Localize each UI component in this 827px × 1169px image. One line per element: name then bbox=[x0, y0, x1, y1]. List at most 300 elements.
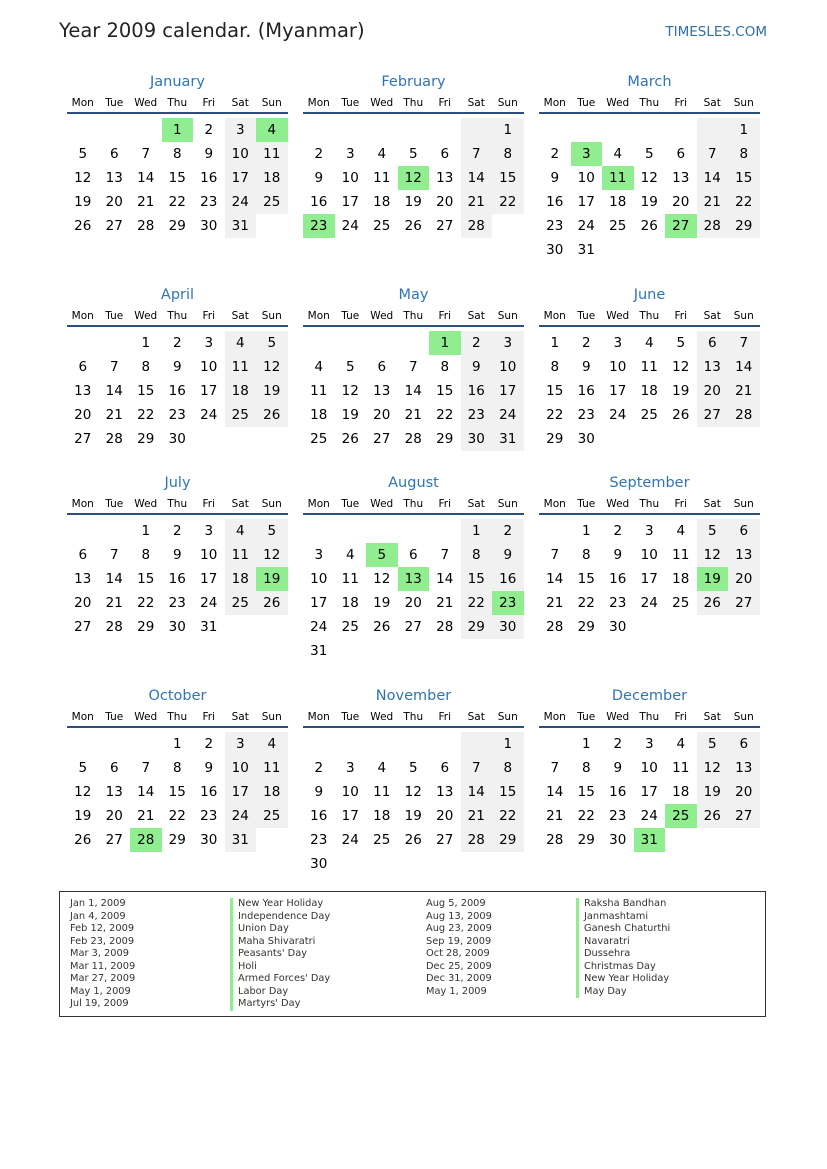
day-cell[interactable]: 5 bbox=[697, 519, 729, 543]
day-cell[interactable]: 28 bbox=[546, 619, 564, 635]
day-cell[interactable]: 31 bbox=[577, 242, 595, 258]
day-cell[interactable]: 11 bbox=[640, 359, 658, 375]
day-cell[interactable]: 25 bbox=[310, 431, 328, 447]
day-cell[interactable]: 21 bbox=[728, 379, 760, 403]
day-cell[interactable]: 16 bbox=[168, 571, 186, 587]
holiday-day[interactable]: 1 bbox=[162, 118, 194, 142]
day-cell[interactable]: 1 bbox=[492, 118, 524, 142]
holiday-day[interactable]: 4 bbox=[256, 118, 288, 142]
day-cell[interactable]: 23 bbox=[168, 407, 186, 423]
day-cell[interactable]: 2 bbox=[204, 736, 214, 752]
day-cell[interactable]: 25 bbox=[609, 218, 627, 234]
day-cell[interactable]: 12 bbox=[404, 784, 422, 800]
day-cell[interactable]: 6 bbox=[697, 331, 729, 355]
day-cell[interactable]: 9 bbox=[172, 547, 182, 563]
day-cell[interactable]: 31 bbox=[310, 643, 328, 659]
day-cell[interactable]: 24 bbox=[577, 218, 595, 234]
day-cell[interactable]: 15 bbox=[492, 166, 524, 190]
day-cell[interactable]: 8 bbox=[581, 760, 591, 776]
day-cell[interactable]: 18 bbox=[256, 780, 288, 804]
day-cell[interactable]: 20 bbox=[404, 595, 422, 611]
day-cell[interactable]: 25 bbox=[373, 832, 391, 848]
day-cell[interactable]: 30 bbox=[168, 619, 186, 635]
day-cell[interactable]: 18 bbox=[256, 166, 288, 190]
day-cell[interactable]: 24 bbox=[341, 832, 359, 848]
day-cell[interactable]: 9 bbox=[613, 760, 623, 776]
day-cell[interactable]: 12 bbox=[373, 571, 391, 587]
day-cell[interactable]: 23 bbox=[200, 808, 218, 824]
day-cell[interactable]: 2 bbox=[550, 146, 560, 162]
day-cell[interactable]: 26 bbox=[697, 804, 729, 828]
day-cell[interactable]: 5 bbox=[676, 335, 686, 351]
day-cell[interactable]: 29 bbox=[436, 431, 454, 447]
day-cell[interactable]: 13 bbox=[74, 383, 92, 399]
day-cell[interactable]: 2 bbox=[172, 335, 182, 351]
day-cell[interactable]: 22 bbox=[168, 808, 186, 824]
holiday-day[interactable]: 19 bbox=[256, 567, 288, 591]
day-cell[interactable]: 26 bbox=[74, 832, 92, 848]
day-cell[interactable]: 24 bbox=[492, 403, 524, 427]
day-cell[interactable]: 16 bbox=[200, 784, 218, 800]
day-cell[interactable]: 19 bbox=[74, 194, 92, 210]
day-cell[interactable]: 20 bbox=[436, 808, 454, 824]
day-cell[interactable]: 13 bbox=[728, 756, 760, 780]
day-cell[interactable]: 14 bbox=[728, 355, 760, 379]
day-cell[interactable]: 28 bbox=[436, 619, 454, 635]
day-cell[interactable]: 13 bbox=[373, 383, 391, 399]
day-cell[interactable]: 25 bbox=[225, 591, 257, 615]
day-cell[interactable]: 17 bbox=[225, 780, 257, 804]
day-cell[interactable]: 26 bbox=[697, 591, 729, 615]
day-cell[interactable]: 7 bbox=[440, 547, 450, 563]
holiday-day[interactable]: 3 bbox=[571, 142, 603, 166]
day-cell[interactable]: 8 bbox=[440, 359, 450, 375]
day-cell[interactable]: 26 bbox=[256, 403, 288, 427]
day-cell[interactable]: 14 bbox=[546, 571, 564, 587]
day-cell[interactable]: 19 bbox=[256, 379, 288, 403]
day-cell[interactable]: 19 bbox=[404, 194, 422, 210]
day-cell[interactable]: 29 bbox=[728, 214, 760, 238]
day-cell[interactable]: 14 bbox=[546, 784, 564, 800]
day-cell[interactable]: 7 bbox=[109, 359, 119, 375]
day-cell[interactable]: 27 bbox=[105, 218, 123, 234]
day-cell[interactable]: 13 bbox=[436, 784, 454, 800]
day-cell[interactable]: 30 bbox=[200, 832, 218, 848]
day-cell[interactable]: 23 bbox=[310, 832, 328, 848]
day-cell[interactable]: 12 bbox=[697, 543, 729, 567]
day-cell[interactable]: 28 bbox=[461, 214, 493, 238]
day-cell[interactable]: 20 bbox=[105, 808, 123, 824]
day-cell[interactable]: 2 bbox=[314, 760, 324, 776]
day-cell[interactable]: 30 bbox=[577, 431, 595, 447]
day-cell[interactable]: 30 bbox=[461, 427, 493, 451]
day-cell[interactable]: 27 bbox=[728, 591, 760, 615]
day-cell[interactable]: 26 bbox=[74, 218, 92, 234]
day-cell[interactable]: 31 bbox=[492, 427, 524, 451]
day-cell[interactable]: 19 bbox=[341, 407, 359, 423]
day-cell[interactable]: 30 bbox=[492, 615, 524, 639]
day-cell[interactable]: 17 bbox=[310, 595, 328, 611]
day-cell[interactable]: 8 bbox=[550, 359, 560, 375]
day-cell[interactable]: 5 bbox=[408, 146, 418, 162]
day-cell[interactable]: 25 bbox=[256, 190, 288, 214]
holiday-day[interactable]: 11 bbox=[602, 166, 634, 190]
day-cell[interactable]: 4 bbox=[676, 736, 686, 752]
day-cell[interactable]: 20 bbox=[74, 595, 92, 611]
day-cell[interactable]: 14 bbox=[436, 571, 454, 587]
day-cell[interactable]: 6 bbox=[440, 146, 450, 162]
day-cell[interactable]: 1 bbox=[581, 736, 591, 752]
day-cell[interactable]: 5 bbox=[78, 146, 88, 162]
day-cell[interactable]: 24 bbox=[225, 190, 257, 214]
day-cell[interactable]: 12 bbox=[256, 355, 288, 379]
day-cell[interactable]: 11 bbox=[672, 547, 690, 563]
day-cell[interactable]: 7 bbox=[461, 142, 493, 166]
day-cell[interactable]: 11 bbox=[310, 383, 328, 399]
day-cell[interactable]: 14 bbox=[461, 166, 493, 190]
day-cell[interactable]: 15 bbox=[137, 571, 155, 587]
day-cell[interactable]: 10 bbox=[492, 355, 524, 379]
day-cell[interactable]: 17 bbox=[341, 808, 359, 824]
day-cell[interactable]: 28 bbox=[105, 431, 123, 447]
day-cell[interactable]: 1 bbox=[172, 736, 182, 752]
day-cell[interactable]: 15 bbox=[577, 571, 595, 587]
day-cell[interactable]: 14 bbox=[137, 170, 155, 186]
day-cell[interactable]: 21 bbox=[105, 595, 123, 611]
day-cell[interactable]: 5 bbox=[644, 146, 654, 162]
day-cell[interactable]: 1 bbox=[581, 523, 591, 539]
day-cell[interactable]: 2 bbox=[461, 331, 493, 355]
day-cell[interactable]: 25 bbox=[341, 619, 359, 635]
day-cell[interactable]: 11 bbox=[225, 543, 257, 567]
day-cell[interactable]: 8 bbox=[728, 142, 760, 166]
day-cell[interactable]: 13 bbox=[672, 170, 690, 186]
day-cell[interactable]: 22 bbox=[577, 808, 595, 824]
day-cell[interactable]: 11 bbox=[341, 571, 359, 587]
day-cell[interactable]: 23 bbox=[609, 595, 627, 611]
day-cell[interactable]: 7 bbox=[697, 142, 729, 166]
day-cell[interactable]: 3 bbox=[314, 547, 324, 563]
holiday-day[interactable]: 19 bbox=[697, 567, 729, 591]
day-cell[interactable]: 21 bbox=[105, 407, 123, 423]
day-cell[interactable]: 6 bbox=[78, 359, 88, 375]
day-cell[interactable]: 9 bbox=[172, 359, 182, 375]
day-cell[interactable]: 25 bbox=[373, 218, 391, 234]
day-cell[interactable]: 28 bbox=[546, 832, 564, 848]
holiday-day[interactable]: 13 bbox=[398, 567, 430, 591]
day-cell[interactable]: 1 bbox=[141, 523, 151, 539]
day-cell[interactable]: 8 bbox=[172, 146, 182, 162]
day-cell[interactable]: 14 bbox=[404, 383, 422, 399]
day-cell[interactable]: 29 bbox=[577, 832, 595, 848]
day-cell[interactable]: 19 bbox=[697, 780, 729, 804]
day-cell[interactable]: 21 bbox=[697, 190, 729, 214]
day-cell[interactable]: 1 bbox=[461, 519, 493, 543]
day-cell[interactable]: 1 bbox=[728, 118, 760, 142]
day-cell[interactable]: 18 bbox=[609, 194, 627, 210]
day-cell[interactable]: 30 bbox=[310, 856, 328, 872]
day-cell[interactable]: 18 bbox=[225, 379, 257, 403]
day-cell[interactable]: 29 bbox=[168, 832, 186, 848]
day-cell[interactable]: 9 bbox=[204, 146, 214, 162]
day-cell[interactable]: 16 bbox=[609, 571, 627, 587]
day-cell[interactable]: 16 bbox=[577, 383, 595, 399]
day-cell[interactable]: 21 bbox=[404, 407, 422, 423]
day-cell[interactable]: 21 bbox=[461, 190, 493, 214]
day-cell[interactable]: 1 bbox=[550, 335, 560, 351]
day-cell[interactable]: 9 bbox=[204, 760, 214, 776]
day-cell[interactable]: 7 bbox=[109, 547, 119, 563]
day-cell[interactable]: 7 bbox=[141, 760, 151, 776]
day-cell[interactable]: 17 bbox=[492, 379, 524, 403]
day-cell[interactable]: 24 bbox=[225, 804, 257, 828]
day-cell[interactable]: 18 bbox=[373, 194, 391, 210]
day-cell[interactable]: 17 bbox=[225, 166, 257, 190]
day-cell[interactable]: 24 bbox=[310, 619, 328, 635]
holiday-day[interactable]: 23 bbox=[492, 591, 524, 615]
day-cell[interactable]: 19 bbox=[373, 595, 391, 611]
day-cell[interactable]: 15 bbox=[461, 567, 493, 591]
day-cell[interactable]: 13 bbox=[728, 543, 760, 567]
day-cell[interactable]: 26 bbox=[256, 591, 288, 615]
day-cell[interactable]: 15 bbox=[137, 383, 155, 399]
day-cell[interactable]: 30 bbox=[609, 619, 627, 635]
day-cell[interactable]: 9 bbox=[314, 784, 324, 800]
day-cell[interactable]: 9 bbox=[613, 547, 623, 563]
day-cell[interactable]: 21 bbox=[546, 595, 564, 611]
day-cell[interactable]: 29 bbox=[137, 431, 155, 447]
day-cell[interactable]: 26 bbox=[373, 619, 391, 635]
day-cell[interactable]: 17 bbox=[640, 784, 658, 800]
day-cell[interactable]: 1 bbox=[492, 732, 524, 756]
day-cell[interactable]: 20 bbox=[672, 194, 690, 210]
day-cell[interactable]: 10 bbox=[341, 784, 359, 800]
day-cell[interactable]: 3 bbox=[613, 335, 623, 351]
day-cell[interactable]: 2 bbox=[492, 519, 524, 543]
day-cell[interactable]: 25 bbox=[256, 804, 288, 828]
day-cell[interactable]: 21 bbox=[461, 804, 493, 828]
day-cell[interactable]: 10 bbox=[341, 170, 359, 186]
day-cell[interactable]: 11 bbox=[256, 142, 288, 166]
day-cell[interactable]: 28 bbox=[697, 214, 729, 238]
day-cell[interactable]: 22 bbox=[461, 591, 493, 615]
day-cell[interactable]: 29 bbox=[168, 218, 186, 234]
day-cell[interactable]: 18 bbox=[672, 571, 690, 587]
day-cell[interactable]: 22 bbox=[728, 190, 760, 214]
day-cell[interactable]: 11 bbox=[225, 355, 257, 379]
day-cell[interactable]: 3 bbox=[492, 331, 524, 355]
day-cell[interactable]: 18 bbox=[640, 383, 658, 399]
day-cell[interactable]: 12 bbox=[74, 170, 92, 186]
day-cell[interactable]: 8 bbox=[492, 142, 524, 166]
day-cell[interactable]: 4 bbox=[676, 523, 686, 539]
day-cell[interactable]: 31 bbox=[225, 828, 257, 852]
day-cell[interactable]: 17 bbox=[341, 194, 359, 210]
day-cell[interactable]: 25 bbox=[640, 407, 658, 423]
day-cell[interactable]: 9 bbox=[492, 543, 524, 567]
day-cell[interactable]: 20 bbox=[728, 567, 760, 591]
day-cell[interactable]: 28 bbox=[137, 218, 155, 234]
day-cell[interactable]: 29 bbox=[546, 431, 564, 447]
day-cell[interactable]: 10 bbox=[640, 760, 658, 776]
day-cell[interactable]: 2 bbox=[581, 335, 591, 351]
day-cell[interactable]: 8 bbox=[141, 359, 151, 375]
day-cell[interactable]: 22 bbox=[546, 407, 564, 423]
day-cell[interactable]: 4 bbox=[225, 519, 257, 543]
day-cell[interactable]: 3 bbox=[204, 523, 214, 539]
day-cell[interactable]: 31 bbox=[225, 214, 257, 238]
day-cell[interactable]: 18 bbox=[373, 808, 391, 824]
day-cell[interactable]: 16 bbox=[492, 567, 524, 591]
day-cell[interactable]: 20 bbox=[436, 194, 454, 210]
day-cell[interactable]: 8 bbox=[461, 543, 493, 567]
day-cell[interactable]: 20 bbox=[697, 379, 729, 403]
day-cell[interactable]: 9 bbox=[314, 170, 324, 186]
day-cell[interactable]: 10 bbox=[640, 547, 658, 563]
day-cell[interactable]: 16 bbox=[609, 784, 627, 800]
day-cell[interactable]: 16 bbox=[200, 170, 218, 186]
day-cell[interactable]: 19 bbox=[404, 808, 422, 824]
day-cell[interactable]: 12 bbox=[74, 784, 92, 800]
day-cell[interactable]: 10 bbox=[200, 359, 218, 375]
day-cell[interactable]: 5 bbox=[78, 760, 88, 776]
day-cell[interactable]: 7 bbox=[728, 331, 760, 355]
day-cell[interactable]: 27 bbox=[404, 619, 422, 635]
day-cell[interactable]: 7 bbox=[461, 756, 493, 780]
day-cell[interactable]: 24 bbox=[200, 407, 218, 423]
day-cell[interactable]: 23 bbox=[168, 595, 186, 611]
day-cell[interactable]: 6 bbox=[676, 146, 686, 162]
day-cell[interactable]: 27 bbox=[436, 218, 454, 234]
day-cell[interactable]: 30 bbox=[609, 832, 627, 848]
day-cell[interactable]: 11 bbox=[373, 784, 391, 800]
day-cell[interactable]: 6 bbox=[728, 519, 760, 543]
day-cell[interactable]: 27 bbox=[105, 832, 123, 848]
day-cell[interactable]: 8 bbox=[492, 756, 524, 780]
day-cell[interactable]: 3 bbox=[345, 760, 355, 776]
day-cell[interactable]: 13 bbox=[436, 170, 454, 186]
day-cell[interactable]: 3 bbox=[644, 523, 654, 539]
day-cell[interactable]: 4 bbox=[256, 732, 288, 756]
day-cell[interactable]: 29 bbox=[461, 615, 493, 639]
day-cell[interactable]: 3 bbox=[225, 118, 257, 142]
day-cell[interactable]: 13 bbox=[105, 170, 123, 186]
day-cell[interactable]: 3 bbox=[644, 736, 654, 752]
day-cell[interactable]: 7 bbox=[141, 146, 151, 162]
holiday-day[interactable]: 28 bbox=[130, 828, 162, 852]
day-cell[interactable]: 6 bbox=[78, 547, 88, 563]
day-cell[interactable]: 25 bbox=[672, 595, 690, 611]
day-cell[interactable]: 4 bbox=[314, 359, 324, 375]
holiday-day[interactable]: 12 bbox=[398, 166, 430, 190]
day-cell[interactable]: 4 bbox=[377, 146, 387, 162]
day-cell[interactable]: 5 bbox=[256, 331, 288, 355]
day-cell[interactable]: 23 bbox=[609, 808, 627, 824]
day-cell[interactable]: 14 bbox=[137, 784, 155, 800]
day-cell[interactable]: 8 bbox=[172, 760, 182, 776]
day-cell[interactable]: 3 bbox=[204, 335, 214, 351]
day-cell[interactable]: 8 bbox=[581, 547, 591, 563]
holiday-day[interactable]: 1 bbox=[429, 331, 461, 355]
day-cell[interactable]: 2 bbox=[172, 523, 182, 539]
day-cell[interactable]: 12 bbox=[341, 383, 359, 399]
day-cell[interactable]: 18 bbox=[672, 784, 690, 800]
day-cell[interactable]: 10 bbox=[310, 571, 328, 587]
day-cell[interactable]: 24 bbox=[640, 808, 658, 824]
day-cell[interactable]: 10 bbox=[200, 547, 218, 563]
day-cell[interactable]: 26 bbox=[404, 832, 422, 848]
day-cell[interactable]: 14 bbox=[697, 166, 729, 190]
day-cell[interactable]: 6 bbox=[109, 760, 119, 776]
holiday-day[interactable]: 31 bbox=[634, 828, 666, 852]
day-cell[interactable]: 21 bbox=[137, 808, 155, 824]
day-cell[interactable]: 10 bbox=[577, 170, 595, 186]
day-cell[interactable]: 22 bbox=[492, 190, 524, 214]
day-cell[interactable]: 17 bbox=[200, 571, 218, 587]
day-cell[interactable]: 14 bbox=[105, 571, 123, 587]
day-cell[interactable]: 24 bbox=[341, 218, 359, 234]
day-cell[interactable]: 27 bbox=[436, 832, 454, 848]
day-cell[interactable]: 3 bbox=[345, 146, 355, 162]
day-cell[interactable]: 2 bbox=[613, 523, 623, 539]
day-cell[interactable]: 6 bbox=[728, 732, 760, 756]
day-cell[interactable]: 9 bbox=[461, 355, 493, 379]
day-cell[interactable]: 6 bbox=[377, 359, 387, 375]
day-cell[interactable]: 22 bbox=[137, 407, 155, 423]
holiday-day[interactable]: 25 bbox=[665, 804, 697, 828]
day-cell[interactable]: 4 bbox=[644, 335, 654, 351]
day-cell[interactable]: 2 bbox=[613, 736, 623, 752]
day-cell[interactable]: 23 bbox=[577, 407, 595, 423]
day-cell[interactable]: 12 bbox=[697, 756, 729, 780]
day-cell[interactable]: 26 bbox=[672, 407, 690, 423]
day-cell[interactable]: 17 bbox=[609, 383, 627, 399]
day-cell[interactable]: 16 bbox=[310, 808, 328, 824]
day-cell[interactable]: 18 bbox=[310, 407, 328, 423]
holiday-day[interactable]: 5 bbox=[366, 543, 398, 567]
day-cell[interactable]: 14 bbox=[461, 780, 493, 804]
day-cell[interactable]: 24 bbox=[640, 595, 658, 611]
day-cell[interactable]: 27 bbox=[74, 619, 92, 635]
day-cell[interactable]: 16 bbox=[168, 383, 186, 399]
day-cell[interactable]: 20 bbox=[105, 194, 123, 210]
day-cell[interactable]: 24 bbox=[609, 407, 627, 423]
day-cell[interactable]: 5 bbox=[256, 519, 288, 543]
day-cell[interactable]: 20 bbox=[373, 407, 391, 423]
day-cell[interactable]: 15 bbox=[728, 166, 760, 190]
day-cell[interactable]: 6 bbox=[109, 146, 119, 162]
day-cell[interactable]: 15 bbox=[436, 383, 454, 399]
day-cell[interactable]: 27 bbox=[697, 403, 729, 427]
day-cell[interactable]: 20 bbox=[74, 407, 92, 423]
day-cell[interactable]: 4 bbox=[613, 146, 623, 162]
day-cell[interactable]: 13 bbox=[74, 571, 92, 587]
day-cell[interactable]: 1 bbox=[141, 335, 151, 351]
day-cell[interactable]: 26 bbox=[640, 218, 658, 234]
day-cell[interactable]: 5 bbox=[408, 760, 418, 776]
day-cell[interactable]: 9 bbox=[581, 359, 591, 375]
day-cell[interactable]: 8 bbox=[141, 547, 151, 563]
day-cell[interactable]: 21 bbox=[436, 595, 454, 611]
day-cell[interactable]: 19 bbox=[672, 383, 690, 399]
day-cell[interactable]: 7 bbox=[408, 359, 418, 375]
day-cell[interactable]: 27 bbox=[373, 431, 391, 447]
day-cell[interactable]: 19 bbox=[74, 808, 92, 824]
day-cell[interactable]: 16 bbox=[310, 194, 328, 210]
day-cell[interactable]: 4 bbox=[345, 547, 355, 563]
day-cell[interactable]: 14 bbox=[105, 383, 123, 399]
day-cell[interactable]: 11 bbox=[672, 760, 690, 776]
